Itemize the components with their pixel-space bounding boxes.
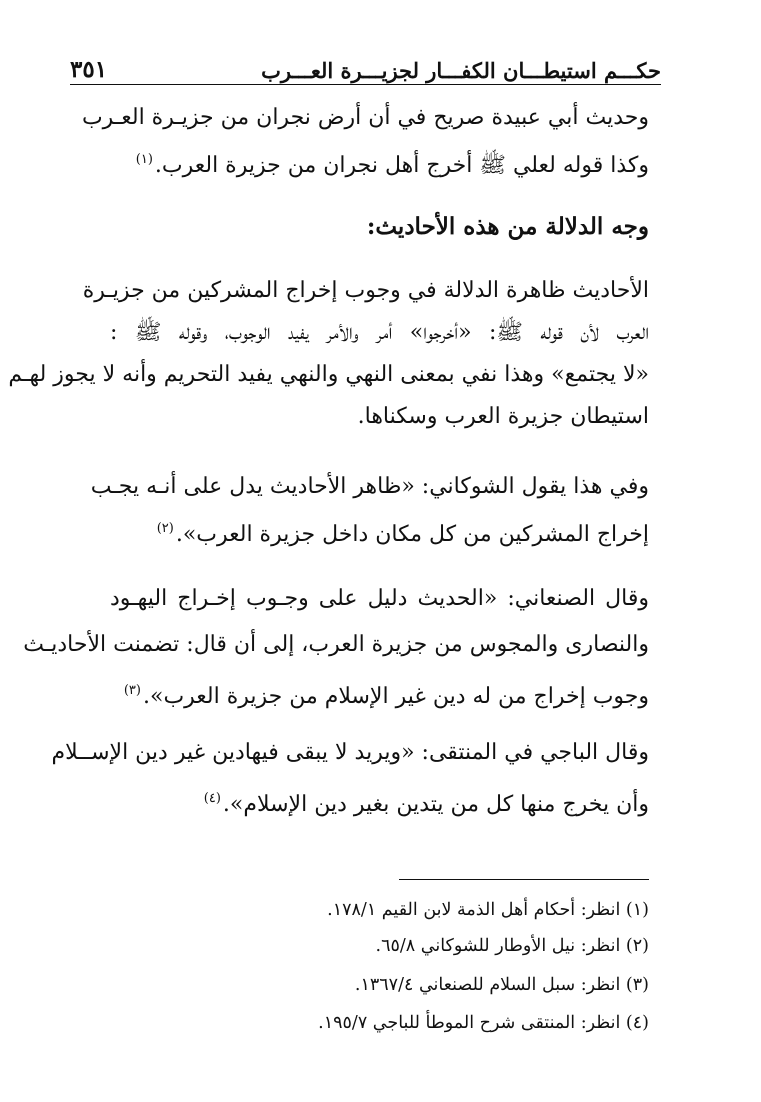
- body-line-2: [110, 145, 649, 181]
- paragraph-4-line-1: وقال الباجي في المنتقى: «ويريد لا يبقى فيهادين غير دين الإســلام: [51, 740, 649, 765]
- footnote-divider: [399, 879, 649, 880]
- paragraph-1-line-3: «لا يجتمع» وهذا نفي بمعنى النهي والنهي يفيد التحريم وأنه لا يجوز لهـم: [8, 362, 649, 387]
- paragraph-1-line-4: استيطان جزيرة العرب وسكناها.: [357, 404, 649, 429]
- page-number: ٣٥١: [70, 56, 108, 83]
- paragraph-2-line-2-text: إخراج المشركين من كل مكان داخل جزيرة العرب».: [175, 522, 649, 547]
- paragraph-3-line-2: والنصارى والمجوس من جزيرة العرب، إلى أن قال: تضمنت الأحاديـث: [23, 632, 649, 657]
- footnote-ref-3: (٣): [123, 683, 141, 698]
- footnote-ref-2: (٢): [156, 521, 174, 536]
- paragraph-4-line-2-text: وأن يخرج منها كل من يتدين بغير دين الإسلام».: [222, 792, 649, 817]
- footnote-ref-4: (٤): [203, 791, 221, 806]
- paragraph-3-line-3-text: وجوب إخراج من له دين غير الإسلام من جزيرة العرب».: [142, 684, 649, 709]
- body-line-1: وحديث أبي عبيدة صريح في أن أرض نجران من جزيـرة العـرب: [81, 105, 649, 130]
- paragraph-1-line-2: العرب لأن قوله ﷺ: «أخرجوا» أمر والأمر يفيد الوجوب، وقوله ﷺ :: [110, 320, 649, 345]
- paragraph-3-line-1: وقال الصنعاني: «الحديث دليل على وجـوب إخـراج اليهـود: [110, 586, 649, 611]
- footnote-ref-1: (١): [135, 152, 153, 167]
- paragraph-2-line-1: وفي هذا يقول الشوكاني: «ظاهر الأحاديث يدل على أنـه يجـب: [90, 474, 649, 499]
- header-title: حكـــم استيطـــان الكفـــار لجزيـــرة العـــرب: [261, 58, 661, 83]
- running-header: [70, 52, 661, 86]
- paragraph-2-line-2: [110, 514, 649, 550]
- footnote-4: (٤) انظر: المنتقى شرح الموطأ للباجي ١٩٥/٧.: [318, 1013, 649, 1033]
- footnote-1: (١) انظر: أحكام أهل الذمة لابن القيم ١٧٨/١.: [327, 900, 649, 920]
- section-heading: وجه الدلالة من هذه الأحاديث:: [366, 213, 649, 240]
- header-divider: [70, 84, 661, 85]
- paragraph-4-line-2: [110, 784, 649, 820]
- footnote-2: (٢) انظر: نيل الأوطار للشوكاني ٦٥/٨.: [375, 936, 649, 956]
- footnote-3: (٣) انظر: سبل السلام للصنعاني ١٣٦٧/٤.: [354, 975, 649, 995]
- paragraph-3-line-3: [110, 676, 649, 712]
- paragraph-1-line-1: الأحاديث ظاهرة الدلالة في وجوب إخراج المشركين من جزيـرة: [82, 278, 649, 303]
- body-line-2-text: وكذا قوله لعلي ﷺ أخرج أهل نجران من جزيرة العرب.: [154, 153, 649, 178]
